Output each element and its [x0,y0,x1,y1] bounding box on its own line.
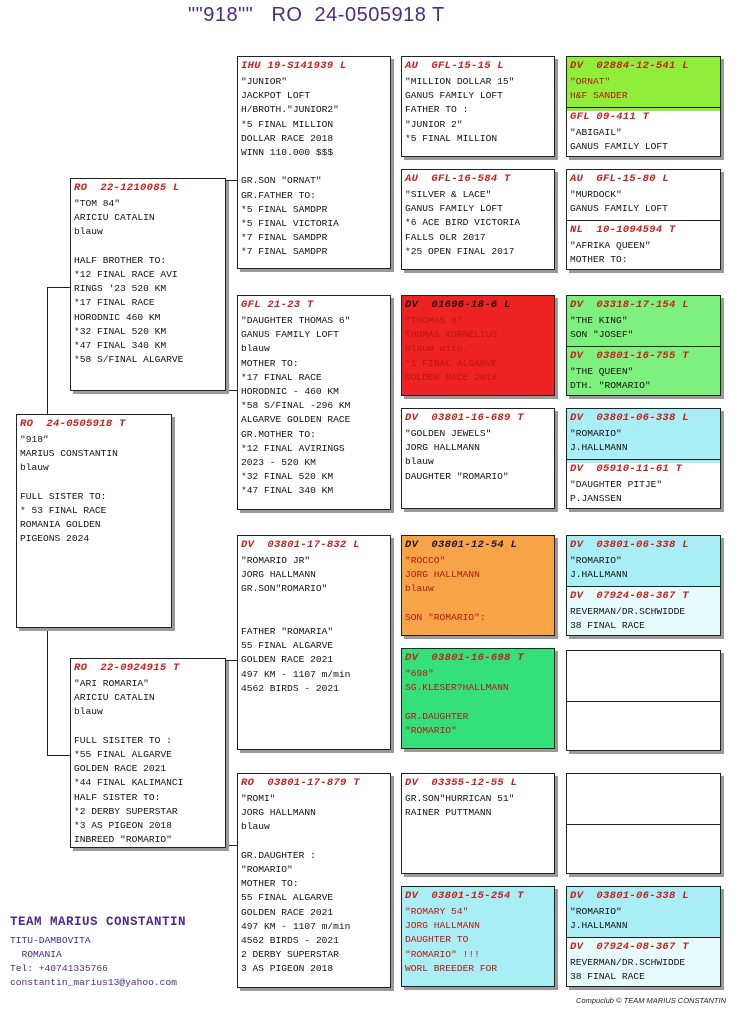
g5-cell [567,702,720,750]
connector-sire-up [225,180,237,181]
pigeon-details: REVERMAN/DR.SCHWIDDE 38 FINAL RACE [570,606,686,632]
pedigree-dam-box [70,658,226,848]
software-credit: Compuclub © TEAM MARIUS CONSTANTIN [576,996,726,1005]
connector-subject-dam-h [47,755,70,756]
ring-number: RO 22-1210085 L [74,182,180,194]
g5-cell [567,938,720,986]
ring-number: NL 10-1094594 T [570,224,676,236]
g5-cell [567,409,720,463]
breeder-contact [10,914,240,990]
g5-cell [567,296,720,350]
pigeon-details: "THE KING" SON "JOSEF" [570,315,634,341]
g5-cell [567,887,720,941]
pedigree-g5-pair-4 [566,408,721,509]
pigeon-details: "TOM 84" ARICIU CATALIN blauw HALF BROTHER TO: *12 FINAL RACE AVI RINGS '23 520 KM *17 FINAL RACE HORODNIC 460 KM *32 FINAL 520 KM *47 FINAL 340 KM *58 S/FINAL ALGARVE [74,198,184,366]
g5-cell [567,536,720,590]
pedigree-g5-pair-7 [566,773,721,874]
pedigree-g3-box-3 [237,535,391,750]
ring-number: DV 05910-11-61 T [570,463,683,475]
pedigree-g5-pair-1 [566,56,721,157]
pigeon-details: "ABIGAIL" GANUS FAMILY LOFT [570,127,668,153]
ring-number: DV 03801-16-755 T [570,350,689,362]
pigeon-details: "ROMARY 54" JORG HALLMANN DAUGHTER TO "ROMARIO" !!! WORL BREEDER FOR [405,906,498,974]
g5-cell [567,825,720,873]
ring-number: DV 03355-12-55 L [405,777,518,789]
connector-dam-down [225,845,237,846]
pigeon-details: "MURDOCK" GANUS FAMILY LOFT [570,189,668,215]
ring-number: GFL 21-23 T [241,299,314,311]
ring-number: RO 24-0505918 T [20,418,126,430]
g5-cell [567,347,720,395]
pedigree-g5-pair-6 [566,650,721,751]
g5-cell [567,221,720,269]
ring-number: DV 03318-17-154 L [570,299,689,311]
ring-number: DV 03801-06-338 L [570,412,689,424]
pedigree-g5-pair-3 [566,295,721,396]
pigeon-details: "ARI ROMARIA" ARICIU CATALIN blauw FULL SISITER TO : *55 FINAL ALGARVE GOLDEN RACE 2021 *44 FINAL KALIMANCI HALF SISTER TO: *2 DERBY SUPERSTAR *3 AS PIGEON 2018 INBREED "ROMARIO" [74,678,184,846]
pedigree-g4-box-3 [401,295,555,396]
ring-number: DV 03801-12-54 L [405,539,518,551]
pedigree-g5-pair-8 [566,886,721,987]
connector-subject-sire-h [47,287,70,288]
pigeon-details: "THE QUEEN" DTH. "ROMARIO" [570,366,651,392]
pedigree-g3-box-4 [237,773,391,988]
pigeon-details: "MILLION DOLLAR 15" GANUS FAMILY LOFT FATHER TO : "JUNIOR 2" *5 FINAL MILLION [405,76,515,144]
g5-cell [567,587,720,635]
pigeon-details: "DAUGHTER PITJE" P.JANSSEN [570,479,663,505]
pigeon-details: "GOLDEN JEWELS" JORG HALLMANN blauw DAUGHTER "ROMARIO" [405,428,509,482]
g5-cell [567,108,720,156]
pigeon-details: "ORNAT" H&F SANDER [570,76,628,102]
ring-number: RO 22-0924915 T [74,662,180,674]
pigeon-details: "ROMARIO" J.HALLMANN [570,906,628,932]
ring-number: RO 03801-17-879 T [241,777,360,789]
pigeon-details: "SILVER & LACE" GANUS FAMILY LOFT *6 ACE BIRD VICTORIA FALLS OLR 2017 *25 OPEN FINAL 2017 [405,189,521,257]
pigeon-details: "ROMARIO" J.HALLMANN [570,428,628,454]
ring-number: DV 01696-18-6 L [405,299,511,311]
pedigree-g4-box-8 [401,886,555,987]
pigeon-details: "ROCCO" JORG HALLMANN blauw SON "ROMARIO": [405,555,486,623]
ring-number: DV 03801-15-254 T [405,890,524,902]
pedigree-g4-box-6 [401,648,555,749]
pigeon-details: "918" MARIUS CONSTANTIN blauw FULL SISTER TO: * 53 FINAL RACE ROMANIA GOLDEN PIGEONS 2024 [20,434,118,545]
pedigree-subject-box [16,414,172,628]
pedigree-g5-pair-2 [566,169,721,270]
ring-number: AU GFL-15-80 L [570,173,670,185]
g5-cell [567,57,720,111]
pedigree-g4-box-5 [401,535,555,636]
pedigree-g4-box-4 [401,408,555,509]
connector-sire-down [225,390,237,391]
ring-number: DV 03801-06-338 L [570,890,689,902]
contact-details: TITU-DAMBOVITA ROMANIA Tel: +40741335766 constantin_marius13@yahoo.com [10,935,177,988]
ring-number: DV 03801-06-338 L [570,539,689,551]
pedigree-g5-pair-5 [566,535,721,636]
ring-number: DV 07924-08-367 T [570,590,689,602]
page-title: ""918"" RO 24-0505918 T [188,4,445,26]
pedigree-g4-box-7 [401,773,555,874]
ring-number: GFL 09-411 T [570,111,650,123]
pigeon-details: "DAUGHTER THOMAS 6" GANUS FAMILY LOFT blauw MOTHER TO: *17 FINAL RACE HORODNIC - 460 KM *58 S/FINAL -296 KM ALGARVE GOLDEN RACE GR.MOTHER TO: *12 FINAL AVIRINGS 2023 - 520 KM *32 FINAL 520 KM *47 FINAL 340 KM [241,315,351,497]
g5-cell [567,774,720,828]
pedigree-sire-box [70,178,226,391]
pigeon-details: REVERMAN/DR.SCHWIDDE 38 FINAL RACE [570,957,686,983]
ring-number: AU GFL-16-584 T [405,173,511,185]
pigeon-details: "THOMAS 6" THOMAS KORNELIUS blauw witp. *1 FINAL ALGARVE GOLDEN RACE 2018 [405,315,498,383]
ring-number: AU GFL-15-15 L [405,60,505,72]
g5-cell [567,170,720,224]
pigeon-details: "698" SG.KLESER?HALLMANN GR.DAUGHTER "ROMARIO" [405,668,509,736]
pedigree-g3-box-1 [237,56,391,269]
pedigree-g3-box-2 [237,295,391,510]
pigeon-details: "ROMARIO JR" JORG HALLMANN GR.SON"ROMARIO" FATHER "ROMARIA" 55 FINAL ALGARVE GOLDEN RACE 2021 497 KM - 1107 m/min 4562 BIRDS - 2021 [241,555,351,694]
ring-number: DV 02884-12-541 L [570,60,689,72]
ring-number: DV 03801-17-832 L [241,539,360,551]
pigeon-details: "ROMI" JORG HALLMANN blauw GR.DAUGHTER : "ROMARIO" MOTHER TO: 55 FINAL ALGARVE GOLDEN RACE 2021 497 KM - 1107 m/min 4562 BIRDS - 2021 2 DERBY SUPERSTAR 3 AS PIGEON 2018 [241,793,351,975]
pedigree-g4-box-1 [401,56,555,157]
g5-cell [567,460,720,508]
connector-dam-up [225,660,237,661]
connector-subject-dam-v [47,630,48,755]
ring-number: DV 03801-16-698 T [405,652,524,664]
ring-number: IHU 19-S141939 L [241,60,347,72]
team-name: TEAM MARIUS CONSTANTIN [10,915,187,929]
ring-number: DV 03801-16-689 T [405,412,524,424]
pigeon-details: "JUNIOR" JACKPOT LOFT H/BROTH."JUNIOR2" *5 FINAL MILLION DOLLAR RACE 2018 WINN 110.000 $$$ GR.SON "ORNAT" GR.FATHER TO: *5 FINAL SAMDPR *5 FINAL VICTORIA *7 FINAL SAMDPR *7 FINAL SAMDPR [241,76,339,258]
pigeon-details: GR.SON"HURRICAN 51" RAINER PUTTMANN [405,793,515,819]
ring-number: DV 07924-08-367 T [570,941,689,953]
pigeon-details: "ROMARIO" J.HALLMANN [570,555,628,581]
pigeon-details: "AFRIKA QUEEN" MOTHER TO: [570,240,651,266]
connector-subject-sire-v [47,287,48,414]
g5-cell [567,651,720,705]
pedigree-g4-box-2 [401,169,555,270]
